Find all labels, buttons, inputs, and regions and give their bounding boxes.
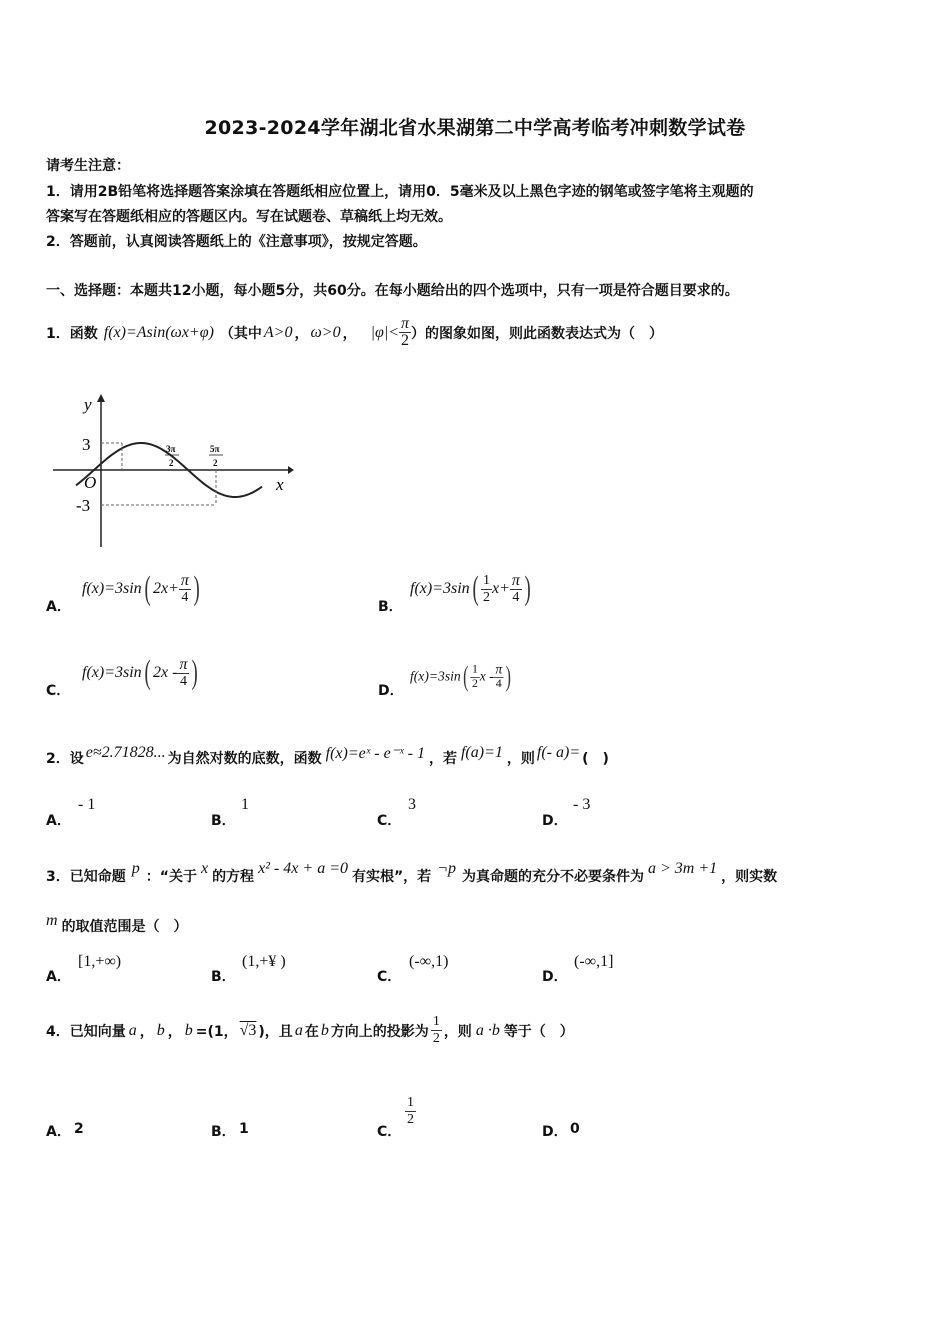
q3-x: x <box>200 860 209 877</box>
q3-real: 有实根”，若 <box>351 869 432 885</box>
q1-sep: ， <box>294 325 309 342</box>
q1-B-n1: 1 <box>483 572 490 588</box>
q1-B-lparen: ( <box>472 570 479 607</box>
q1-option-B <box>410 570 533 608</box>
q4-b-eq: =(1， <box>195 1023 238 1040</box>
q4-option-A-label: A． <box>46 1124 71 1140</box>
q2-ruo: ，若 <box>428 751 457 767</box>
q1-option-B-label: B． <box>378 599 403 615</box>
page-title: 2023-2024学年湖北省水果湖第二中学高考临考冲刺数学试卷 <box>204 117 746 139</box>
q3-p: p <box>131 860 140 877</box>
q4-half-num: 1 <box>432 1014 440 1029</box>
question-3-stem <box>46 860 778 886</box>
q3-line2: 的取值范围是（ ） <box>61 919 188 935</box>
q4-comma-2: ， <box>167 1023 182 1040</box>
q1-D-in: x - <box>479 669 494 684</box>
q3-inequality: a > 3m +1 <box>647 860 718 877</box>
q2-paren: ( ) <box>582 751 609 767</box>
q1-A-rparen: ) <box>193 570 200 607</box>
q2-ze: ，则 <box>506 751 535 767</box>
q3-option-C: (-∞,1) <box>409 953 449 970</box>
q1-A-pre: f(x)=3sin <box>82 580 142 597</box>
q4-C-den: 2 <box>407 1112 414 1127</box>
graph-max-label: 3 <box>82 435 91 454</box>
notice-line-2: 答案写在答题纸相应的答题区内。写在试题卷、草稿纸上均无效。 <box>46 209 452 225</box>
q1-B-d1: 2 <box>483 589 490 605</box>
q4-comma-1: ， <box>139 1023 154 1040</box>
q1-tail: ）的图象如图，则此函数表达式为（ ） <box>411 325 664 342</box>
q4-option-B: 1 <box>239 1121 249 1137</box>
q2-mid: 为自然对数的底数，函数 <box>167 751 322 767</box>
q4-option-C <box>405 1095 416 1128</box>
q3-option-C-label: C． <box>377 969 402 985</box>
q2-option-A-label: A． <box>46 813 71 829</box>
q3-equation: x² - 4x + a =0 <box>258 860 348 877</box>
q4-b-3: b <box>320 1021 329 1039</box>
q1-D-rparen: ) <box>506 660 512 693</box>
q4-b: b <box>156 1021 165 1039</box>
q2-fa: f(a)=1 <box>460 744 503 761</box>
q1-option-D-label: D． <box>378 683 404 699</box>
q4-C-frac <box>405 1095 416 1128</box>
q1-C-den: 4 <box>179 673 187 689</box>
q1-B-pre: f(x)=3sin <box>410 580 470 597</box>
q4-half <box>431 1014 442 1047</box>
q1-D-frac <box>494 663 504 691</box>
q4-option-C-label: C． <box>377 1124 402 1140</box>
q4-a-3: a <box>294 1021 303 1039</box>
q3-cond: 为真命题的充分不必要条件为 <box>461 869 644 885</box>
q1-option-C-label: C． <box>46 683 71 699</box>
q3-option-B-label: B． <box>211 969 236 985</box>
q1-A-lparen: ( <box>144 570 151 607</box>
q1-cond-phi: |φ|< <box>370 323 400 341</box>
graph-tick-5pi-num: 5π <box>210 444 220 454</box>
graph-tick-3pi-num: 3π <box>166 444 176 454</box>
q1-C-in: 2x - <box>153 664 178 681</box>
q4-option-D-label: D． <box>542 1124 568 1140</box>
graph-tick-5pi-den: 2 <box>213 458 218 468</box>
q4-option-B-label: B． <box>211 1124 236 1140</box>
q4-option-D: 0 <box>570 1121 580 1137</box>
q1-option-A-label: A． <box>46 599 71 615</box>
q1-B-num: π <box>511 571 520 589</box>
notice-heading: 请考生注意： <box>46 158 130 174</box>
q4-option-A: 2 <box>74 1121 84 1137</box>
q3-colon: ：“关于 <box>145 869 197 885</box>
q3-option-B: (1,+¥ ) <box>242 953 286 970</box>
q2-option-A: - 1 <box>78 796 96 813</box>
q4-C-num: 1 <box>407 1095 414 1110</box>
q1-option-C <box>82 654 201 692</box>
q4-zai: 在 <box>304 1023 319 1040</box>
q4-tail: 等于（ ） <box>503 1023 574 1040</box>
q3-eq-pre: 的方程 <box>212 869 255 885</box>
notice-line-1: 1．请用2B铅笔将选择题答案涂填在答题纸相应位置上，请用0．5毫米及以上黑色字迹的钢笔或签字笔将主观题的 <box>46 184 754 200</box>
graph-x-label: x <box>276 475 284 494</box>
q2-option-D-label: D． <box>542 813 568 829</box>
q1-A-frac <box>179 573 191 606</box>
graph-tick-3pi-den: 2 <box>169 458 174 468</box>
section-heading: 一、选择题：本题共12小题，每小题5分，共60分。在每小题给出的四个选项中，只有一项是符合题目要求的。 <box>46 283 739 299</box>
q1-D-pre: f(x)=3sin <box>410 669 461 684</box>
q1-D-num: π <box>495 662 503 677</box>
q1-B-den: 4 <box>512 589 520 605</box>
q1-B-rparen: ) <box>524 570 531 607</box>
q1-two: 2 <box>401 332 410 349</box>
q3-tail: ，则实数 <box>721 869 778 885</box>
q1-pi-over-2 <box>399 316 411 349</box>
graph-origin: O <box>84 473 97 492</box>
notice-line-3: 2．答题前，认真阅读答题纸上的《注意事项》，按规定答题。 <box>46 234 427 250</box>
q2-option-C-label: C． <box>377 813 402 829</box>
q1-D-lparen: ( <box>462 660 469 693</box>
q1-function: f(x)=Asin(ωx+φ) <box>103 323 214 341</box>
q1-number: 1．函数 <box>46 325 98 342</box>
q2-option-B: 1 <box>241 796 249 813</box>
q2-number: 2．设 <box>46 751 84 767</box>
q1-D-d1: 2 <box>472 677 478 691</box>
q4-b-2: b <box>184 1021 193 1039</box>
q2-function: f(x)=eˣ - e⁻ˣ - 1 <box>325 745 425 762</box>
q3-option-A: [1,+∞) <box>78 953 122 970</box>
q1-C-frac <box>177 657 189 690</box>
question-2-stem <box>46 744 609 768</box>
q4-dot: a ·b <box>475 1021 500 1039</box>
q1-C-lparen: ( <box>144 654 151 691</box>
q3-option-D: (-∞,1] <box>574 953 614 970</box>
q1-cond-omega: ω>0 <box>310 323 341 341</box>
question-3-line2 <box>46 912 188 936</box>
q1-C-num: π <box>179 655 188 673</box>
q1-C-rparen: ) <box>192 654 199 691</box>
q1-cond-A: A>0 <box>263 323 293 341</box>
q3-number: 3．已知命题 <box>46 869 126 885</box>
x-axis-arrow <box>288 466 294 474</box>
q2-option-B-label: B． <box>211 813 236 829</box>
q1-D-den: 4 <box>495 677 502 691</box>
q1-pi: π <box>401 315 410 332</box>
q3-m: m <box>46 912 58 929</box>
q4-proj: 方向上的投影为 <box>330 1023 429 1040</box>
q2-f-neg-a: f(- a)= <box>536 744 581 761</box>
question-4-stem <box>46 1014 574 1047</box>
q1-D-n1: 1 <box>472 662 478 676</box>
q1-B-half <box>481 573 492 606</box>
q1-sep-2: ， <box>342 325 357 342</box>
q4-close: )，且 <box>258 1023 293 1040</box>
y-axis-arrow <box>97 394 105 402</box>
q4-sqrt3: √3 <box>239 1021 257 1039</box>
q1-option-A <box>82 570 202 608</box>
q4-a: a <box>128 1021 137 1039</box>
q2-option-D: - 3 <box>573 796 591 813</box>
q3-not-p: ¬p <box>437 860 456 877</box>
graph-y-label: y <box>84 395 92 414</box>
q1-A-den: 4 <box>181 589 189 605</box>
q4-ze: ，则 <box>443 1023 472 1040</box>
q3-option-A-label: A． <box>46 969 71 985</box>
q1-cond-open: （其中 <box>219 325 262 342</box>
q1-option-D <box>410 661 514 693</box>
q4-half-den: 2 <box>432 1031 440 1046</box>
q2-option-C: 3 <box>408 796 416 813</box>
q2-e-value: e≈2.71828... <box>85 744 166 761</box>
q1-sine-graph <box>48 390 298 550</box>
q1-A-num: π <box>180 571 189 589</box>
q1-A-in: 2x+ <box>153 580 179 597</box>
q3-option-D-label: D． <box>542 969 568 985</box>
q4-number: 4．已知向量 <box>46 1023 126 1040</box>
graph-min-label: -3 <box>76 496 91 515</box>
q1-B-frac <box>510 573 522 606</box>
q1-C-pre: f(x)=3sin <box>82 664 142 681</box>
question-1-stem <box>46 316 663 349</box>
q1-B-in: x+ <box>492 580 510 597</box>
q1-D-half <box>470 663 479 691</box>
